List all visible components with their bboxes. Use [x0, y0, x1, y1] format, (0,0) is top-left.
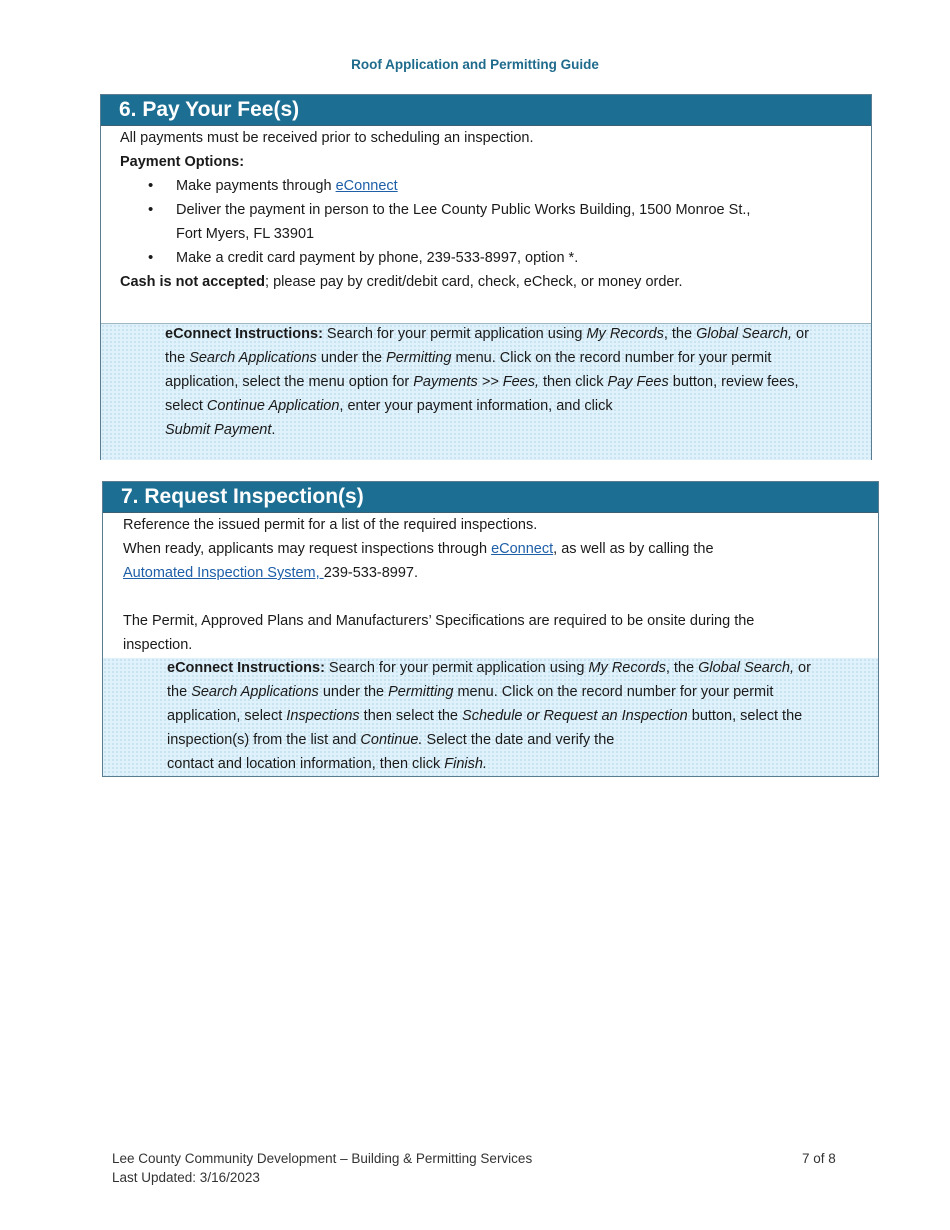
section-7-line: The Permit, Approved Plans and Manufacturers’ Specifications are required to be onsite during the: [123, 613, 755, 629]
section-7-line: Reference the issued permit for a list of the required inspections.: [123, 517, 538, 533]
section-pay-fees: [100, 94, 872, 460]
econnect-instructions-text: eConnect Instructions: Search for your permit application using My Records, the Global Search, or the Search Applications under the Permitting menu. Click on the record number for your permit application, select the menu option for Payments >> Fees, then click Pay Fees button, review fees, select Continue Application, enter your payment information, and click Submit Payment.: [165, 326, 809, 438]
instructions-label: eConnect Instructions:: [167, 660, 325, 676]
footer-organization: Lee County Community Development – Building & Permitting Services: [112, 1151, 533, 1166]
list-item: [120, 174, 860, 198]
page-footer: [112, 1149, 532, 1187]
instructions-label: eConnect Instructions:: [165, 326, 323, 342]
econnect-link[interactable]: eConnect: [491, 541, 554, 557]
section-request-inspection: [102, 481, 879, 777]
bullet-text: Make payments through: [176, 178, 336, 194]
section-7-title: 7. Request Inspection(s): [103, 482, 878, 513]
list-item: [120, 246, 860, 270]
section-6-intro: All payments must be received prior to scheduling an inspection.: [120, 130, 534, 146]
spacer: [123, 585, 863, 609]
bullet-text: • Deliver the payment in person to the Lee County Public Works Building, 1500 Monroe St.,: [176, 202, 751, 218]
payment-options-label: Payment Options:: [120, 154, 245, 170]
econnect-instructions-text: eConnect Instructions: Search for your permit application using My Records, the Global Search, or the Search Applications under the Permitting menu. Click on the record number for your permit application, select Inspections then select the Schedule or Request an Inspection button, select the inspection(s) from the list and Continue. Select the date and verify the contact and location information, then click Finish.: [167, 660, 811, 772]
bullet-text: Fort Myers, FL 33901: [176, 226, 315, 242]
section-7-line: When ready, applicants may request inspections through eConnect, as well as by calling the: [123, 541, 714, 557]
page-number: 7 of 8: [802, 1151, 836, 1166]
automated-inspection-system-link[interactable]: Automated Inspection System,: [123, 565, 324, 581]
section-7-line: inspection.: [123, 637, 193, 653]
section-7-line: Automated Inspection System, 239-533-8997.: [123, 565, 419, 581]
footer-last-updated: Last Updated: 3/16/2023: [112, 1170, 260, 1185]
list-item: [120, 198, 860, 246]
econnect-instructions-box: [103, 658, 878, 776]
payment-options-list: [120, 174, 860, 270]
section-6-title: 6. Pay Your Fee(s): [101, 95, 871, 126]
cash-note-text: ; please pay by credit/debit card, check, eCheck, or money order.: [265, 274, 683, 290]
econnect-link[interactable]: eConnect: [335, 178, 398, 194]
econnect-instructions-box: [101, 323, 871, 460]
cash-note: [120, 270, 860, 294]
document-header-title: Roof Application and Permitting Guide: [351, 57, 599, 72]
cash-note-bold: Cash is not accepted: [120, 274, 266, 290]
bullet-text: Make a credit card payment by phone, 239-533-8997, option *.: [176, 250, 579, 266]
section-7-body: [123, 513, 863, 657]
section-6-body: [120, 126, 860, 294]
